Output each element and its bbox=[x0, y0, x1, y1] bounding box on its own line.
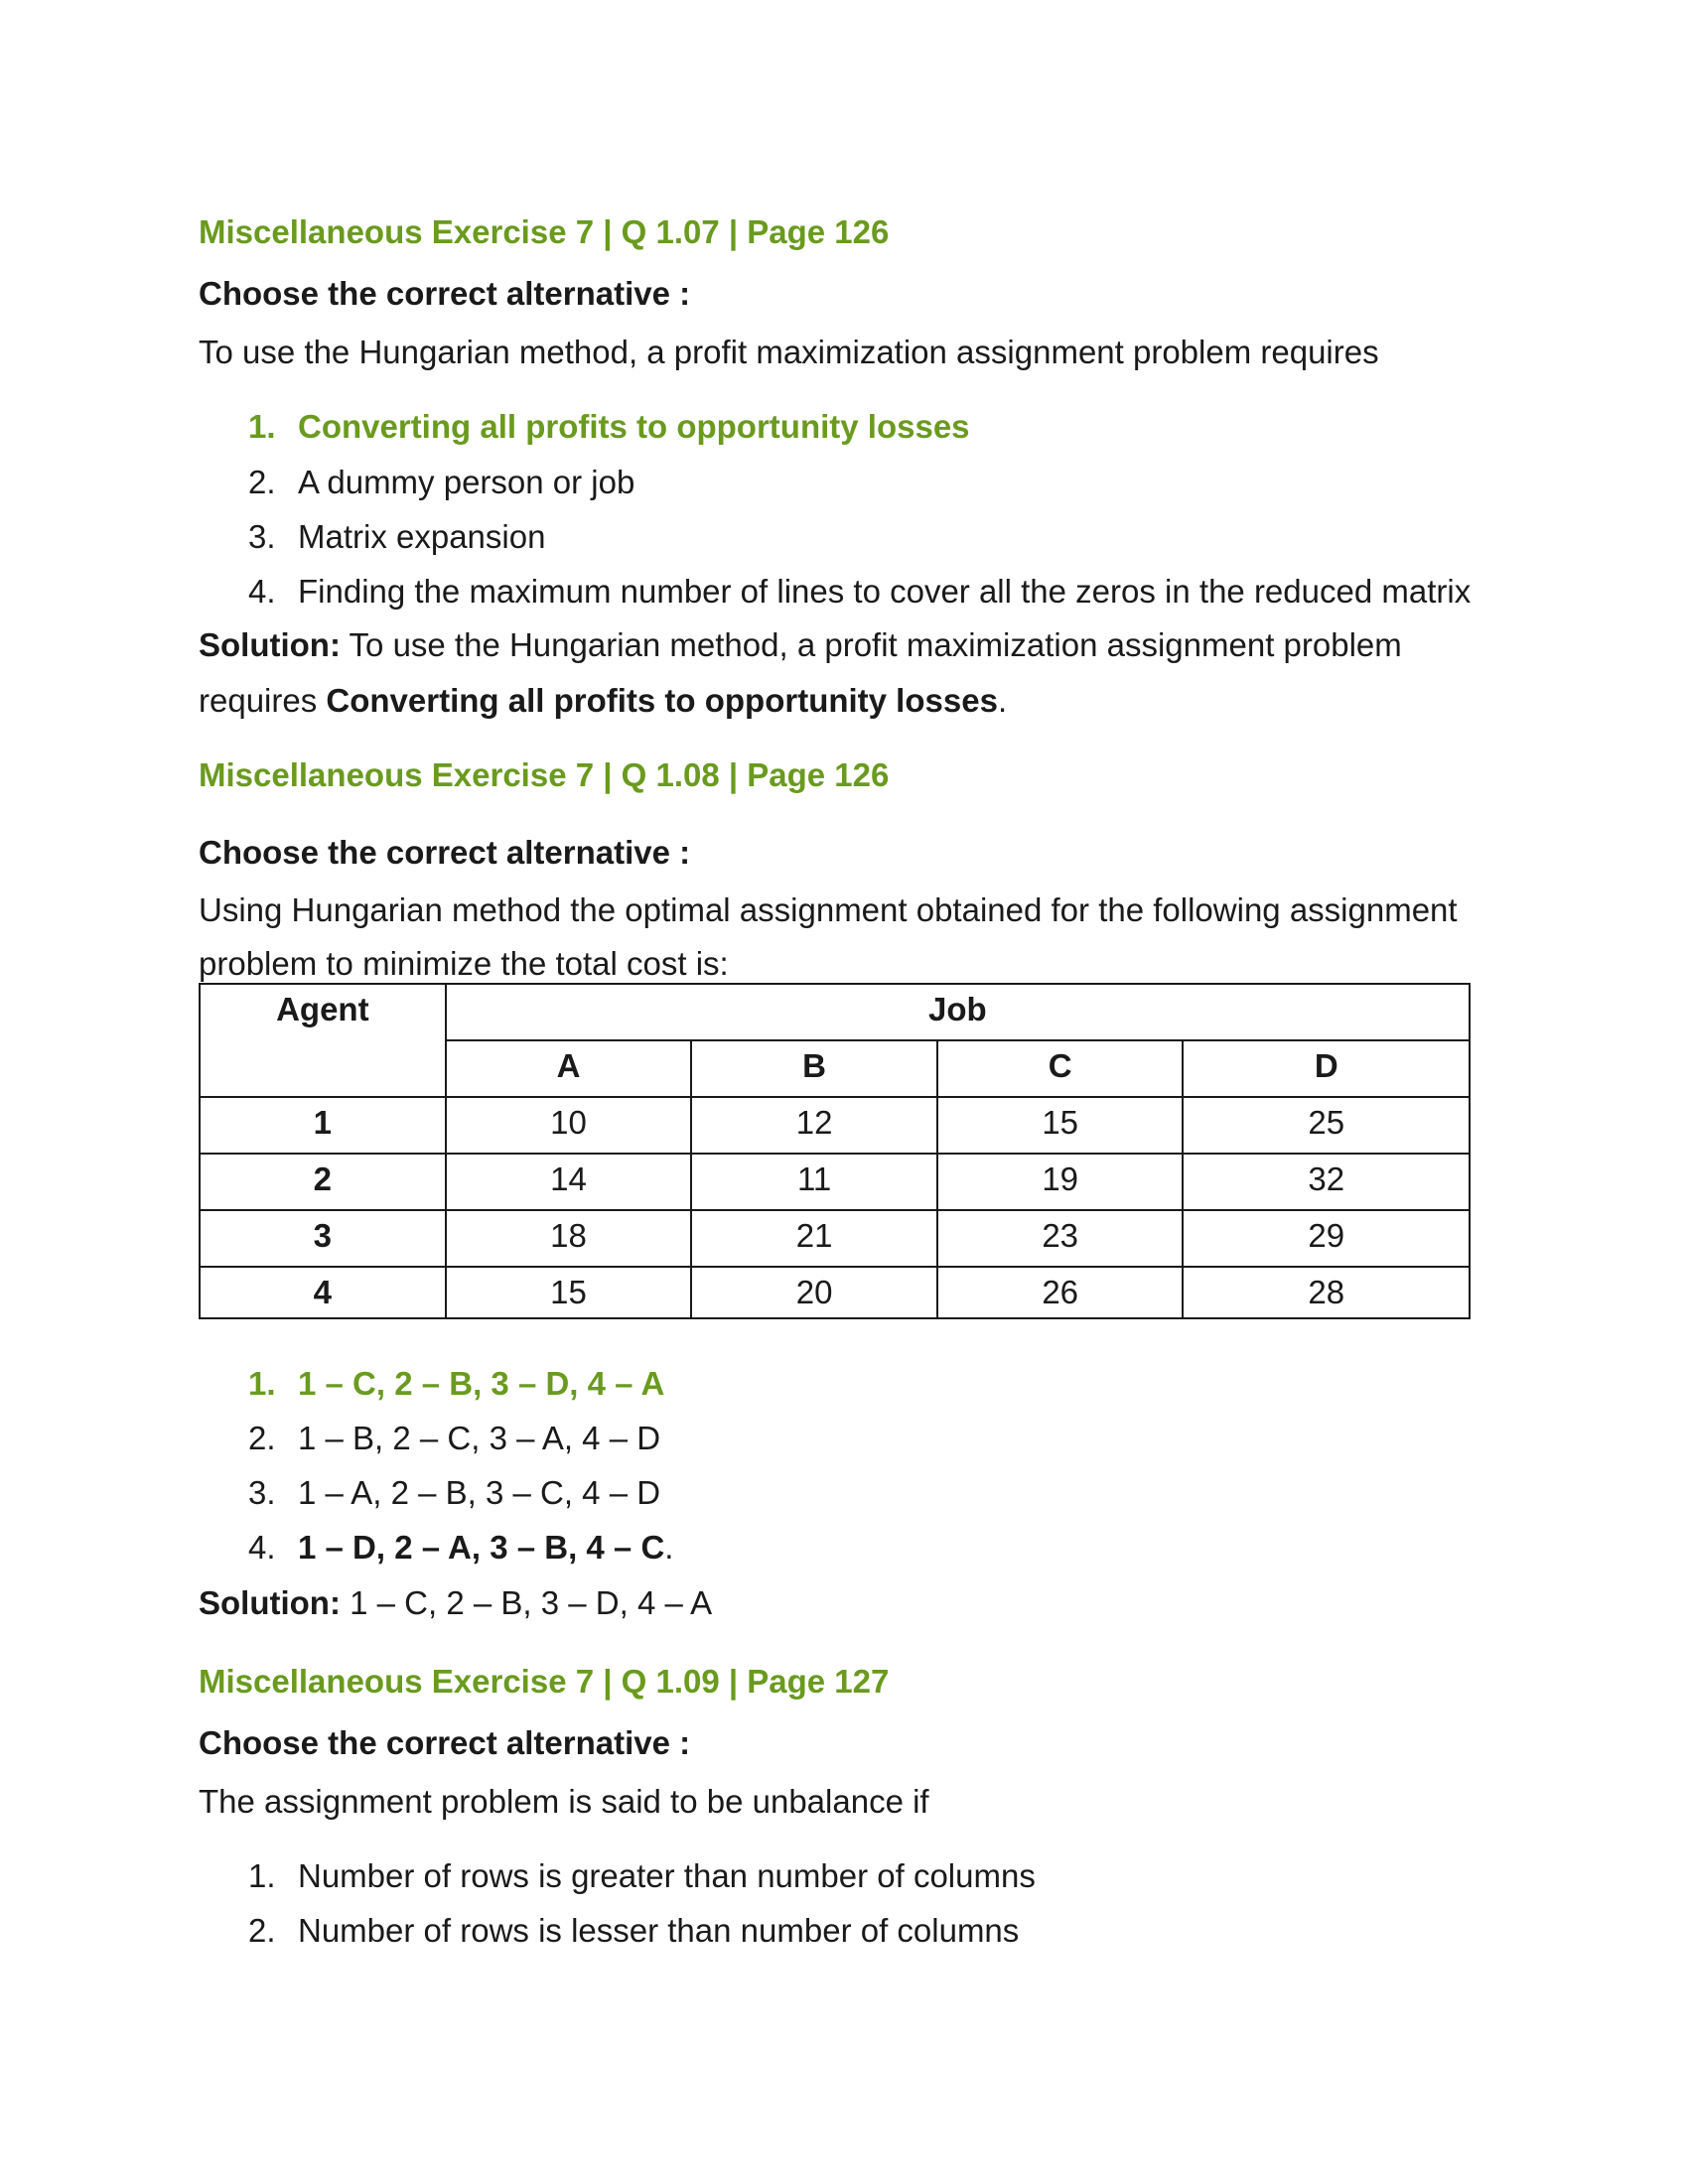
cost-cell: 29 bbox=[1183, 1210, 1470, 1267]
cost-cell: 18 bbox=[446, 1210, 692, 1267]
cost-cell: 32 bbox=[1183, 1154, 1470, 1210]
question-text-continued: problem to minimize the total cost is: bbox=[199, 945, 729, 982]
option-number: 2. bbox=[248, 1912, 276, 1949]
option-text: Number of rows is lesser than number of columns bbox=[298, 1912, 1020, 1949]
option-item bbox=[248, 1474, 660, 1512]
instruction-text: Choose the correct alternative : bbox=[199, 834, 691, 871]
question-heading: Miscellaneous Exercise 7 | Q 1.08 | Page 126 bbox=[199, 756, 890, 793]
cost-cell: 23 bbox=[937, 1210, 1184, 1267]
cost-cell: 10 bbox=[446, 1097, 692, 1154]
option-text: 1 – D, 2 – A, 3 – B, 4 – C bbox=[298, 1529, 665, 1566]
job-column-header: A bbox=[446, 1040, 692, 1097]
solution-text: To use the Hungarian method, a profit maximization assignment problem bbox=[340, 626, 1402, 663]
option-text: 1 – B, 2 – C, 3 – A, 4 – D bbox=[298, 1420, 661, 1456]
option-item bbox=[248, 518, 545, 556]
agent-header: Agent bbox=[200, 984, 446, 1097]
table-row bbox=[200, 1210, 1470, 1267]
option-item bbox=[248, 573, 1471, 611]
job-column-header: C bbox=[937, 1040, 1184, 1097]
solution-text: 1 – C, 2 – B, 3 – D, 4 – A bbox=[340, 1584, 713, 1621]
question-text: The assignment problem is said to be unbalance if bbox=[199, 1783, 929, 1820]
cost-cell: 19 bbox=[937, 1154, 1184, 1210]
option-number: 4. bbox=[248, 573, 276, 610]
option-number: 1. bbox=[248, 408, 276, 445]
instruction-text: Choose the correct alternative : bbox=[199, 275, 691, 312]
cost-cell: 20 bbox=[691, 1267, 937, 1318]
job-column-header: D bbox=[1183, 1040, 1470, 1097]
option-number: 1. bbox=[248, 1857, 276, 1894]
option-number: 3. bbox=[248, 518, 276, 555]
question-text: To use the Hungarian method, a profit maximization assignment problem requires bbox=[199, 334, 1379, 370]
agent-cell: 1 bbox=[200, 1097, 446, 1154]
cost-cell: 15 bbox=[937, 1097, 1184, 1154]
cost-cell: 26 bbox=[937, 1267, 1184, 1318]
agent-cell: 4 bbox=[200, 1267, 446, 1318]
option-number: 2. bbox=[248, 1420, 276, 1456]
question-text: Using Hungarian method the optimal assignment obtained for the following assignment bbox=[199, 891, 1458, 928]
solution-paragraph-continued bbox=[199, 682, 1007, 720]
option-item bbox=[248, 408, 970, 446]
option-text: Finding the maximum number of lines to cover all the zeros in the reduced matrix bbox=[298, 573, 1472, 610]
solution-answer: Converting all profits to opportunity losses bbox=[326, 682, 998, 719]
cost-cell: 21 bbox=[691, 1210, 937, 1267]
job-header: Job bbox=[446, 984, 1470, 1040]
option-text: A dummy person or job bbox=[298, 464, 635, 500]
agent-cell: 2 bbox=[200, 1154, 446, 1210]
cost-cell: 12 bbox=[691, 1097, 937, 1154]
table-row bbox=[200, 1154, 1470, 1210]
cost-cell: 25 bbox=[1183, 1097, 1470, 1154]
option-item bbox=[248, 1912, 1019, 1950]
question-heading: Miscellaneous Exercise 7 | Q 1.07 | Page 126 bbox=[199, 213, 890, 250]
table-row bbox=[200, 1267, 1470, 1318]
option-suffix: . bbox=[664, 1529, 674, 1566]
option-item bbox=[248, 464, 634, 501]
option-number: 4. bbox=[248, 1529, 276, 1566]
option-number: 2. bbox=[248, 464, 276, 500]
table-row bbox=[200, 1097, 1470, 1154]
solution-label: Solution: bbox=[199, 1584, 341, 1621]
option-text: Converting all profits to opportunity losses bbox=[298, 408, 970, 445]
cost-cell: 15 bbox=[446, 1267, 692, 1318]
cost-cell: 14 bbox=[446, 1154, 692, 1210]
assignment-table bbox=[199, 983, 1471, 1319]
solution-paragraph bbox=[199, 1584, 712, 1622]
option-text: 1 – A, 2 – B, 3 – C, 4 – D bbox=[298, 1474, 661, 1511]
option-item bbox=[248, 1420, 660, 1457]
option-number: 1. bbox=[248, 1365, 276, 1402]
solution-text: requires bbox=[199, 682, 327, 719]
option-item bbox=[248, 1529, 673, 1567]
solution-text: . bbox=[997, 682, 1008, 719]
cost-cell: 11 bbox=[691, 1154, 937, 1210]
option-text: Matrix expansion bbox=[298, 518, 546, 555]
agent-cell: 3 bbox=[200, 1210, 446, 1267]
option-number: 3. bbox=[248, 1474, 276, 1511]
job-column-header: B bbox=[691, 1040, 937, 1097]
instruction-text: Choose the correct alternative : bbox=[199, 1724, 691, 1761]
cost-cell: 28 bbox=[1183, 1267, 1470, 1318]
option-text: 1 – C, 2 – B, 3 – D, 4 – A bbox=[298, 1365, 665, 1402]
option-item bbox=[248, 1857, 1036, 1895]
option-text: Number of rows is greater than number of columns bbox=[298, 1857, 1036, 1894]
solution-label: Solution: bbox=[199, 626, 341, 663]
solution-paragraph bbox=[199, 626, 1402, 664]
option-item bbox=[248, 1365, 664, 1403]
question-heading: Miscellaneous Exercise 7 | Q 1.09 | Page 127 bbox=[199, 1663, 890, 1700]
